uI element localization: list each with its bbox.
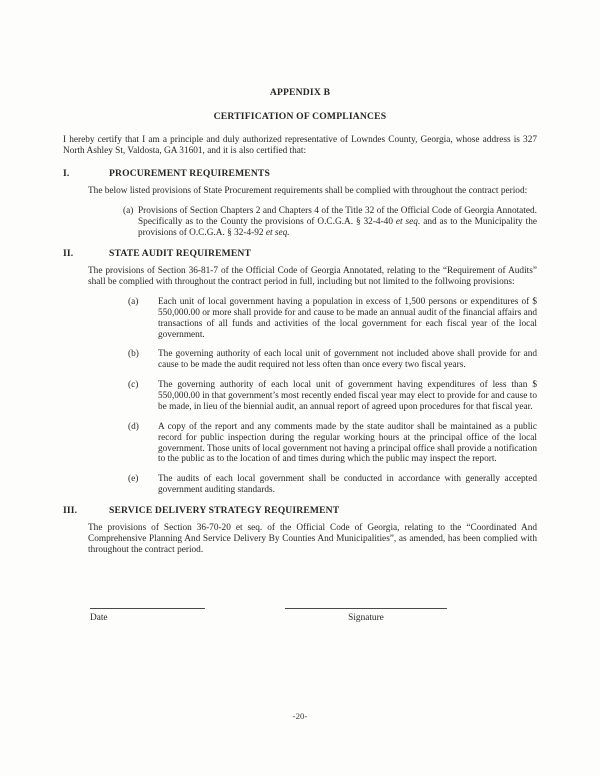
list-item-text: The audits of each local government shall be conducted in accordance with generally accepted government auditing standards. [158, 474, 537, 496]
date-label: Date [90, 612, 108, 623]
signature-line [285, 608, 447, 609]
list-item-procurement-a [123, 206, 537, 239]
item-text-segment: Provisions of Section Chapters 2 and Chapters 4 of the Title 32 of the Official Code of Georgia Annotated. Specifically as to the County the provisions of O.C.G.A. § 32-4-40 [138, 206, 537, 228]
signature-block [63, 608, 537, 624]
section-numeral-procurement: I. [63, 168, 70, 180]
item-text-italic: et seq. [395, 217, 421, 228]
section-numeral-service-delivery: III. [63, 505, 78, 516]
list-item-audit-a [128, 297, 537, 341]
section-title-audit: STATE AUDIT REQUIREMENT [109, 247, 252, 259]
page-number: -20- [292, 711, 308, 721]
audit-intro-paragraph: The provisions of Section 36-81-7 of the Official Code of Georgia Annotated, relating to the “Requirement of Audits” shall be complied with throughout the contract period in full, including but not limited to the follwoing provisions: [88, 266, 537, 287]
list-item-audit-d [128, 422, 537, 466]
list-item-marker: (b) [128, 349, 139, 360]
appendix-title: APPENDIX B [269, 87, 331, 98]
item-text-segment: and as to the Municipality the provisions of O.C.G.A. § 32-4-92 [138, 217, 537, 239]
list-item-marker: (e) [128, 474, 139, 485]
list-item-audit-e [128, 474, 537, 496]
list-item-text: The governing authority of each local unit of government having expenditures of less than $ 550,000.00 in that government’s most recently ended fiscal year may elect to provide for and cause to be made, in lieu of the biennial audit, an annual report of agreed upon procedures for that fiscal year. [158, 380, 537, 412]
section-heading-procurement [63, 168, 537, 179]
list-item-text: Each unit of local government having a population in excess of 1,500 persons or expenditures of $ 550,000.00 or more shall provide for and cause to be made an annual audit of the financial affairs and transactions of all funds and activities of the local government for each fiscal year of the local government. [158, 296, 537, 340]
date-field [90, 608, 205, 624]
list-item-audit-c [128, 380, 537, 413]
item-text-italic: et seq. [265, 228, 290, 239]
date-line [90, 608, 205, 609]
list-item-marker: (d) [128, 421, 139, 432]
list-item-text: A copy of the report and any comments made by the state auditor shall be maintained as a public record for public inspection during the regular working hours at the principal office of the local government. Those units of local government not having a principal office shall provide a notification to the public as to the location of and times during which the public may inspect the report. [158, 421, 537, 465]
procurement-intro-paragraph: The below listed provisions of State Procurement requirements shall be complied with throughout the contract period: [88, 186, 528, 197]
intro-paragraph: I hereby certify that I am a principle and duly authorized representative of Lowndes County, Georgia, whose address is 327 North Ashley St, Valdosta, GA 31601, and it is also certified that: [63, 135, 537, 157]
list-item-marker: (a) [128, 296, 139, 307]
list-item-marker: (c) [128, 380, 139, 391]
signature-field [285, 608, 447, 624]
document-title: CERTIFICATION OF COMPLIANCES [213, 111, 387, 123]
section-numeral-audit: II. [63, 247, 74, 259]
list-item-text [138, 206, 537, 239]
section-title-procurement: PROCUREMENT REQUIREMENTS [109, 168, 270, 180]
section-title-service-delivery: SERVICE DELIVERY STRATEGY REQUIREMENT [109, 505, 340, 516]
service-delivery-paragraph: The provisions of Section 36-70-20 et seq. of the Official Code of Georgia, relating to the “Coordinated And Comprehensive Planning And Service Delivery By Counties And Municipalities”, as amended, has been complied with throughout the contract period. [88, 523, 537, 555]
list-item-audit-b [128, 349, 537, 371]
list-item-marker: (a) [123, 206, 134, 217]
signature-label: Signature [348, 612, 384, 623]
list-item-text: The governing authority of each local unit of government not included above shall provide for and cause to be made the audit required not less often than once every two fiscal years. [158, 349, 537, 371]
section-heading-service-delivery [63, 505, 537, 516]
section-heading-audit [63, 248, 537, 259]
